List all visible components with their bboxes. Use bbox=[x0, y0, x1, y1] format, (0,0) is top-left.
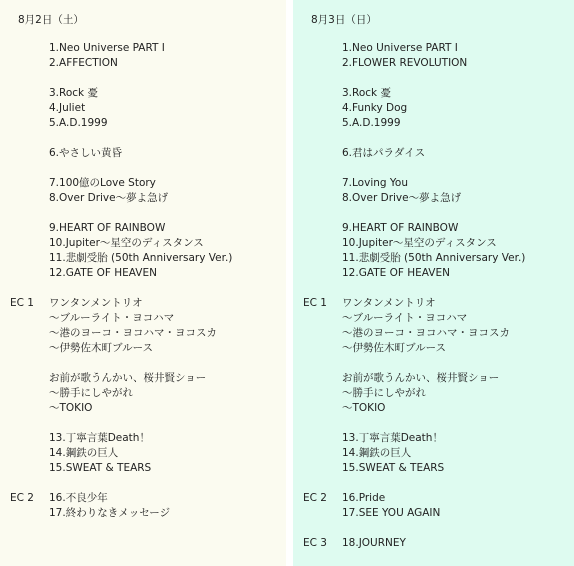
song-title: 1.Neo Universe PART I bbox=[49, 42, 165, 54]
song-title: 16.不良少年 bbox=[49, 492, 108, 504]
song-title: ～港のヨーコ・ヨコハマ・ヨコスカ bbox=[49, 327, 217, 339]
spacer-row bbox=[293, 161, 574, 176]
setlist-row bbox=[293, 176, 574, 191]
song-title: 2.AFFECTION bbox=[49, 57, 118, 69]
setlist-row bbox=[0, 41, 286, 56]
song-title: 13.丁寧言葉Death！ bbox=[342, 432, 443, 444]
song-title: 18.JOURNEY bbox=[342, 537, 406, 549]
spacer-row bbox=[0, 206, 286, 221]
song-title: 11.悲劇受胎 (50th Anniversary Ver.) bbox=[342, 252, 526, 264]
song-title: 2.FLOWER REVOLUTION bbox=[342, 57, 468, 69]
song-title: 10.Jupiter～星空のディスタンス bbox=[49, 237, 204, 249]
song-title: 6.やさしい黄昏 bbox=[49, 147, 123, 159]
song-title: 8.Over Drive～夢よ急げ bbox=[49, 192, 169, 204]
song-title: 14.鋼鉄の巨人 bbox=[49, 447, 119, 459]
song-title: 9.HEART OF RAINBOW bbox=[49, 222, 166, 234]
song-title: お前が歌うんかい、桜井賢ショー bbox=[49, 372, 207, 384]
song-title: 8.Over Drive～夢よ急げ bbox=[342, 192, 462, 204]
setlist-row bbox=[293, 431, 574, 446]
setlist-row bbox=[0, 176, 286, 191]
song-title: 16.Pride bbox=[342, 492, 386, 504]
song-title: お前が歌うんかい、桜井賢ショー bbox=[342, 372, 500, 384]
song-title: ～TOKIO bbox=[49, 402, 93, 414]
setlist-row bbox=[0, 86, 286, 101]
setlist-row bbox=[293, 101, 574, 116]
song-title: 4.Funky Dog bbox=[342, 102, 408, 114]
setlist-row bbox=[0, 56, 286, 71]
encore-label: EC 2 bbox=[10, 492, 34, 504]
song-title: ～ブルーライト・ヨコハマ bbox=[342, 312, 468, 324]
setlist-row bbox=[0, 371, 286, 386]
song-title: ～伊勢佐木町ブルース bbox=[342, 342, 447, 354]
spacer-row bbox=[0, 71, 286, 86]
setlist-row bbox=[293, 236, 574, 251]
song-title: 12.GATE OF HEAVEN bbox=[342, 267, 450, 279]
setlist-row bbox=[293, 311, 574, 326]
song-title: 4.Juliet bbox=[49, 102, 86, 114]
setlist-row bbox=[0, 401, 286, 416]
song-title: ～TOKIO bbox=[342, 402, 386, 414]
date-heading: 8月3日（日） bbox=[311, 14, 377, 26]
setlist-row bbox=[293, 491, 574, 506]
song-title: 11.悲劇受胎 (50th Anniversary Ver.) bbox=[49, 252, 233, 264]
setlist-row bbox=[0, 431, 286, 446]
song-title: ～ブルーライト・ヨコハマ bbox=[49, 312, 175, 324]
song-title: 14.鋼鉄の巨人 bbox=[342, 447, 412, 459]
song-title: ～伊勢佐木町ブルース bbox=[49, 342, 154, 354]
setlist-row bbox=[293, 116, 574, 131]
setlist-row bbox=[293, 401, 574, 416]
setlist-row bbox=[0, 341, 286, 356]
setlist-row bbox=[0, 326, 286, 341]
song-title: 5.A.D.1999 bbox=[49, 117, 108, 129]
setlist-row bbox=[293, 296, 574, 311]
setlist-row bbox=[0, 446, 286, 461]
date-heading: 8月2日（土） bbox=[18, 14, 84, 26]
encore-label: EC 1 bbox=[10, 297, 34, 309]
song-title: 10.Jupiter～星空のディスタンス bbox=[342, 237, 497, 249]
setlist-entries bbox=[293, 41, 574, 551]
encore-label: EC 2 bbox=[303, 492, 327, 504]
setlist-row bbox=[293, 86, 574, 101]
setlist-row bbox=[293, 371, 574, 386]
spacer-row bbox=[293, 476, 574, 491]
spacer-row bbox=[293, 206, 574, 221]
setlist-row bbox=[0, 236, 286, 251]
song-title: 9.HEART OF RAINBOW bbox=[342, 222, 459, 234]
setlist-row bbox=[0, 296, 286, 311]
song-title: ～港のヨーコ・ヨコハマ・ヨコスカ bbox=[342, 327, 510, 339]
song-title: ワンタンメントリオ bbox=[342, 297, 436, 309]
song-title: 3.Rock 憂 bbox=[49, 87, 98, 99]
song-title: 17.SEE YOU AGAIN bbox=[342, 507, 441, 519]
setlist-row bbox=[293, 536, 574, 551]
spacer-row bbox=[0, 356, 286, 371]
setlist-row bbox=[293, 461, 574, 476]
song-title: 7.Loving You bbox=[342, 177, 408, 189]
spacer-row bbox=[293, 131, 574, 146]
setlist-row bbox=[0, 146, 286, 161]
spacer-row bbox=[293, 71, 574, 86]
setlist-row bbox=[293, 41, 574, 56]
setlist-row bbox=[293, 191, 574, 206]
setlist-row bbox=[293, 341, 574, 356]
song-title: ～勝手にしやがれ bbox=[342, 387, 426, 399]
setlist-row bbox=[293, 326, 574, 341]
setlist-row bbox=[293, 506, 574, 521]
setlist-entries bbox=[0, 41, 286, 521]
setlist-row bbox=[0, 221, 286, 236]
setlist-row bbox=[0, 116, 286, 131]
spacer-row bbox=[0, 281, 286, 296]
setlist-row bbox=[0, 491, 286, 506]
setlist-day-2 bbox=[293, 0, 574, 566]
spacer-row bbox=[293, 356, 574, 371]
song-title: 13.丁寧言葉Death！ bbox=[49, 432, 150, 444]
setlist-row bbox=[293, 386, 574, 401]
column-divider bbox=[286, 0, 293, 566]
song-title: 3.Rock 憂 bbox=[342, 87, 391, 99]
spacer-row bbox=[293, 521, 574, 536]
setlist-row bbox=[0, 506, 286, 521]
setlist-row bbox=[0, 266, 286, 281]
setlist-row bbox=[293, 56, 574, 71]
setlist-row bbox=[0, 101, 286, 116]
setlist-row bbox=[0, 461, 286, 476]
song-title: ～勝手にしやがれ bbox=[49, 387, 133, 399]
setlist-day-1 bbox=[0, 0, 286, 566]
setlist-row bbox=[293, 446, 574, 461]
setlist-row bbox=[293, 266, 574, 281]
song-title: 17.終わりなきメッセージ bbox=[49, 507, 171, 519]
song-title: 1.Neo Universe PART I bbox=[342, 42, 458, 54]
spacer-row bbox=[0, 161, 286, 176]
song-title: 6.君はパラダイス bbox=[342, 147, 426, 159]
setlist-row bbox=[293, 251, 574, 266]
encore-label: EC 3 bbox=[303, 537, 327, 549]
song-title: 15.SWEAT & TEARS bbox=[342, 462, 445, 474]
setlist-row bbox=[293, 146, 574, 161]
setlist-row bbox=[0, 311, 286, 326]
song-title: ワンタンメントリオ bbox=[49, 297, 143, 309]
setlist-row bbox=[0, 386, 286, 401]
encore-label: EC 1 bbox=[303, 297, 327, 309]
spacer-row bbox=[0, 476, 286, 491]
setlist-row bbox=[0, 251, 286, 266]
spacer-row bbox=[0, 131, 286, 146]
song-title: 7.100億のLove Story bbox=[49, 177, 156, 189]
spacer-row bbox=[293, 281, 574, 296]
song-title: 5.A.D.1999 bbox=[342, 117, 401, 129]
setlist-row bbox=[0, 191, 286, 206]
song-title: 15.SWEAT & TEARS bbox=[49, 462, 152, 474]
spacer-row bbox=[293, 416, 574, 431]
setlist-row bbox=[293, 221, 574, 236]
spacer-row bbox=[0, 416, 286, 431]
song-title: 12.GATE OF HEAVEN bbox=[49, 267, 157, 279]
